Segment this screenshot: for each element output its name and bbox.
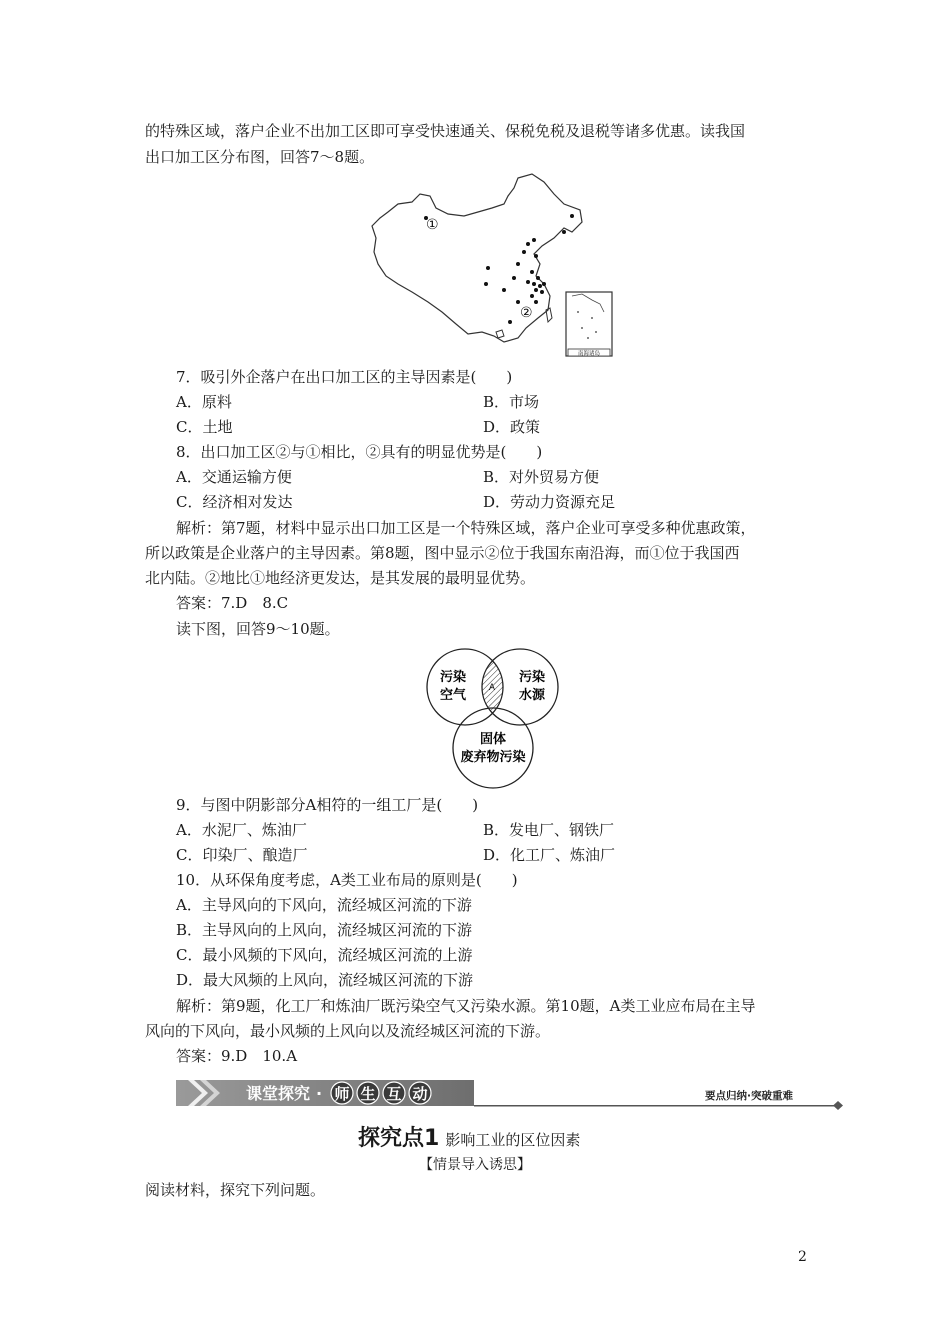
hainan-island [496,330,504,338]
q7-option-c: C．土地 [176,418,233,436]
venn-solid-label-2: 废弃物污染 [460,750,526,765]
q9-option-c: C．印染厂、酿造厂 [176,846,308,864]
banner-left-text: 课堂探究 [246,1084,311,1103]
answer1: 答案：7.D 8.C [176,594,289,612]
taiwan-island [546,308,552,322]
q9-option-b: B．发电厂、钢铁厂 [483,821,615,839]
q9-option-a: A．水泥厂、炼油厂 [176,821,307,839]
south-sea-inset [566,292,612,357]
intro-line-1: 的特殊区域，落户企业不出加工区即可享受快速通关、保税免税及退税等诸多优惠。读我国 [145,122,746,140]
venn-air-label-1: 污染 [439,670,467,685]
q10-stem: 10．从环保角度考虑，A类工业布局的原则是( ) [176,871,518,889]
q8-option-c: C．经济相对发达 [176,493,293,511]
venn-water-label-2: 水源 [518,688,546,703]
explore-title: 探究点1 [358,1126,440,1151]
explore-subtitle: 影响工业的区位因素 [445,1131,581,1149]
banner-dot: · [316,1084,323,1103]
map-marker-1: ① [426,217,439,233]
q8-option-b: B．对外贸易方便 [483,468,600,486]
banner-char-4: 动 [412,1085,428,1103]
analysis1-line-2: 所以政策是企业落户的主导因素。第8题，图中显示②位于我国东南沿海，而①位于我国西 [145,544,740,562]
q9-stem: 9．与图中阴影部分A相符的一组工厂是( ) [176,796,479,814]
scenario-heading: 【情景导入诱思】 [419,1157,531,1173]
q10-option-a: A．主导风向的下风向，流经城区河流的下游 [176,896,472,914]
q9-option-d: D．化工厂、炼油厂 [483,846,616,864]
q7-stem: 7．吸引外企落户在出口加工区的主导因素是( ) [176,368,513,386]
page-number: 2 [798,1249,807,1265]
q8-stem: 8．出口加工区②与①相比，②具有的明显优势是( ) [176,443,543,461]
venn-water-label-1: 污染 [518,670,546,685]
q7-option-b: B．市场 [483,393,540,411]
venn-solid-label-1: 固体 [479,732,507,747]
banner-char-2: 生 [360,1085,376,1103]
q10-option-b: B．主导风向的上风向，流经城区河流的下游 [176,921,473,939]
q7-option-a: A．原料 [176,393,232,411]
banner-right-text: 要点归纳·突破重难 [705,1090,793,1102]
banner-char-3: 互 [386,1085,402,1103]
read-figure: 读下图，回答9～10题。 [176,620,340,638]
export-zone-map [368,172,616,360]
china-outline [372,174,582,342]
venn-center-label: A [488,683,496,693]
q10-option-d: D．最大风频的上风向，流经城区河流的下游 [176,971,474,989]
instruction: 阅读材料，探究下列问题。 [145,1181,326,1199]
analysis1-line-1: 解析：第7题，材料中显示出口加工区是一个特殊区域，落户企业可享受多种优惠政策， [176,519,756,537]
q10-option-c: C．最小风频的下风向，流经城区河流的上游 [176,946,473,964]
q8-option-d: D．劳动力资源充足 [483,493,616,511]
banner-char-1: 师 [334,1085,350,1103]
q8-option-a: A．交通运输方便 [176,468,292,486]
answer2: 答案：9.D 10.A [176,1047,298,1065]
analysis1-line-3: 北内陆。②地比①地经济更发达，是其发展的最明显优势。 [145,569,536,587]
circle-solid-waste [453,708,533,788]
pollution-venn [420,645,565,795]
q7-option-d: D．政策 [483,418,541,436]
explore-heading [358,1121,580,1152]
analysis2-line-2: 风向的下风向，最小风频的上风向以及流经城区河流的下游。 [145,1022,551,1040]
export-zone-dots [424,214,574,324]
venn-air-label-2: 空气 [439,688,467,703]
intro-line-2: 出口加工区分布图，回答7～8题。 [145,148,375,166]
inset-label: 南海诸岛 [577,351,601,357]
analysis2-line-1: 解析：第9题，化工厂和炼油厂既污染空气又污染水源。第10题，A类工业应布局在主导 [176,997,756,1015]
map-marker-2: ② [520,305,533,321]
